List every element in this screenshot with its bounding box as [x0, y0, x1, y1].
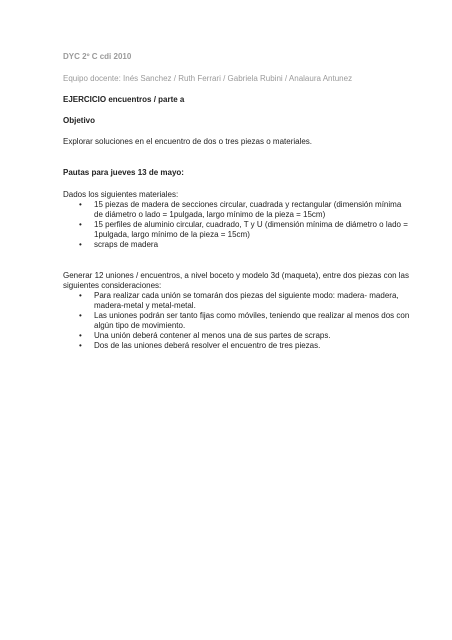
list-item: • Dos de las uniones deberá resolver el encuentro de tres piezas.	[94, 341, 412, 351]
generate-intro: Generar 12 uniones / encuentros, a nivel boceto y modelo 3d (maqueta), entre dos piezas con las siguientes consideraciones:	[63, 271, 409, 290]
considerations-list	[63, 291, 412, 351]
list-item: • scraps de madera	[94, 240, 412, 250]
objective-text: Explorar soluciones en el encuentro de dos o tres piezas o materiales.	[63, 137, 313, 146]
course-header: DYC 2º C cdi 2010	[63, 52, 132, 61]
objective-title: Objetivo	[63, 116, 96, 125]
materials-list	[63, 200, 412, 250]
list-item: • Las uniones podrán ser tanto fijas como móviles, teniendo que realizar al menos dos con algún tipo de movimiento.	[94, 311, 412, 331]
spacer	[63, 250, 412, 260]
list-item: • 15 piezas de madera de secciones circular, cuadrada y rectangular (dimensión mínima de diámetro o lado = 1pulgada, largo mínimo de la pieza = 15cm)	[94, 200, 412, 220]
list-item: • Una unión deberá contener al menos una de sus partes de scraps.	[94, 331, 412, 341]
list-item: • 15 perfiles de aluminio circular, cuadrado, T y U (dimensión mínima de diámetro o lado = 1pulgada, largo mínimo de la pieza = 15cm)	[94, 220, 412, 240]
pautas-title: Pautas para jueves 13 de mayo:	[63, 168, 184, 177]
exercise-title: EJERCICIO encuentros / parte a	[63, 95, 185, 104]
teaching-staff: Equipo docente: Inés Sanchez / Ruth Ferrari / Gabriela Rubini / Analaura Antunez	[63, 74, 353, 83]
list-item: • Para realizar cada unión se tomarán dos piezas del siguiente modo: madera- madera, madera-metal y metal-metal.	[94, 291, 412, 311]
materials-intro: Dados los siguientes materiales:	[63, 190, 179, 199]
